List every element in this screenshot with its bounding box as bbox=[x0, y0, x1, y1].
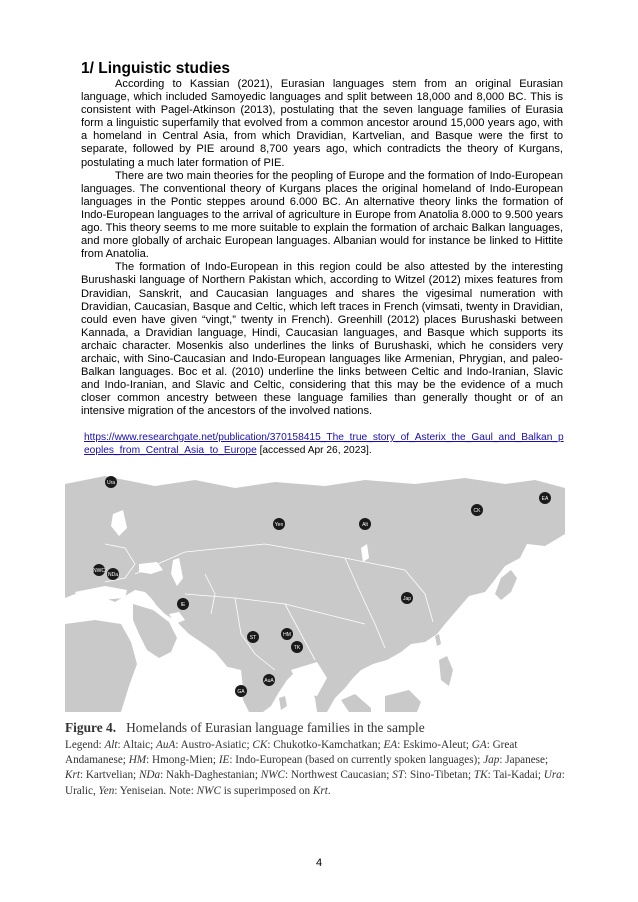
landmass bbox=[65, 476, 565, 712]
body-text bbox=[81, 78, 563, 418]
marker-label-nda: NDa bbox=[107, 571, 119, 578]
section-heading: 1/ Linguistic studies bbox=[81, 60, 230, 77]
paragraph-2: There are two main theories for the peopling of Europe and the formation of Indo-European languages. The conventional theory of Kurgans places the original homeland of Indo-European languages in the Pontic steppes around 6.000 BC. An alternative theory links the formation of Indo-European languages to the arrival of agriculture in Europe from Anatolia 8.000 to 9.500 years ago. This theory seems to me more suitable to explain the formation of archaic Balkan languages, and more globally of archaic European languages. Albanian would for instance be linked to Hittite from Anatolia. bbox=[81, 169, 563, 261]
accessed-date: [accessed Apr 26, 2023]. bbox=[256, 445, 372, 456]
marker-label-ura: Ura bbox=[106, 479, 116, 486]
figure-legend: Legend: Alt: Altaic; AuA: Austro-Asiatic; CK: Chukotko-Kamchatkan; EA: Eskimo-Aleut; GA: Great Andamanese; HM: Hmong-Mien; IE: Indo-European (based on currently spoken languages); Jap: Japanese; Krt: Kartvelian; NDa: Nakh-Daghestanian; NWC: Northwest Caucasian; ST: Sino-Tibetan; TK: Tai-Kadai; Ura: Uralic, Yen: Yeniseian. Note: NWC is superimposed on Krt. bbox=[65, 739, 565, 797]
marker-label-aua: AuA bbox=[264, 677, 274, 684]
page-number: 4 bbox=[315, 857, 323, 869]
marker-label-ck: CK bbox=[473, 507, 481, 514]
marker-label-alt: Alt bbox=[362, 521, 368, 528]
figure-title: Homelands of Eurasian language families in the sample bbox=[126, 720, 425, 735]
sri-lanka bbox=[279, 696, 287, 710]
marker-label-ga: GA bbox=[237, 688, 245, 695]
source-link[interactable]: https://www.researchgate.net/publication/370158415_The_true_story_of_Asterix_the_Gaul_and_Balkan_peoples_from_Central_Asia_to_Europe bbox=[84, 432, 564, 456]
africa-coast bbox=[65, 620, 137, 712]
philippines bbox=[439, 656, 453, 686]
marker-label-tk: TK bbox=[293, 644, 301, 651]
marker-label-nwc: NWC bbox=[93, 567, 105, 574]
eurasia-map-figure bbox=[65, 474, 565, 712]
paragraph-1: According to Kassian (2021), Eurasian languages stem from an original Eurasian language, which included Samoyedic languages and split between 18,000 and 8,000 BC. This is consistent with Pagel-Atkinson (2013), postulating that the seven language families of Eurasia form a linguistic superfamily that evolved from a common ancestor around 15,000 years ago, with a homeland in Central Asia, from which Dravidian, Kartvelian, and Basque were the first to separate, followed by PIE around 8,700 years ago, which contradicts the theory of Kurgans, postulating a much later formation of PIE. bbox=[81, 78, 563, 169]
sumatra bbox=[341, 694, 371, 712]
paragraph-3: The formation of Indo-European in this region could be also attested by the interesting Burushaski language of Northern Pakistan which, according to Witzel (2012) mixes features from Dravidian, Sanskrit, and Caucasian languages and shares the vigesimal numeration with Dravidian, Caucasian, Basque and Celtic, which left traces in French (vimsati, twenty in Dravidian, could even have given “vingt,” twenty in French). Greenhill (2012) places Burushaski between Kannada, a Dravidian language, Hindi, Caucasian languages, and Basque which supports its archaic character. Mosenkis also underlines the links of Burushaski, which he considers very archaic, with Sino-Caucasian and Indo-European languages like Armenian, Phrygian, and paleo-Balkan languages. Boc et al. (2010) underline the links between Celtic and Indo-Iranian, Slavic and Indo-Iranian, and Slavic and Celtic, considering that this may be the evidence of a much closer common ancestry between these language families than generally thought or of an intensive migration of the ancestors of the involved nations. bbox=[81, 261, 563, 418]
taiwan bbox=[435, 634, 441, 646]
figure-label: Figure 4. bbox=[65, 720, 117, 735]
marker-label-yen: Yen bbox=[274, 521, 284, 528]
figure-caption-title bbox=[65, 720, 565, 736]
marker-label-ea: EA bbox=[541, 495, 549, 502]
borneo bbox=[385, 690, 421, 712]
eurasia-map bbox=[65, 474, 565, 712]
marker-label-hm: HM bbox=[283, 631, 291, 638]
marker-label-jap: Jap bbox=[402, 595, 412, 602]
marker-label-st: ST bbox=[249, 634, 257, 641]
south-china-sea bbox=[385, 658, 429, 688]
marker-label-ie: IE bbox=[180, 601, 186, 608]
source-citation bbox=[84, 431, 566, 457]
